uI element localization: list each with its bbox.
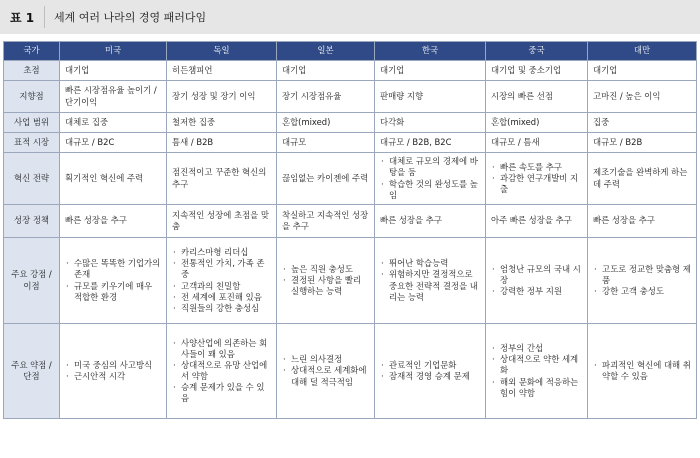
table-cell: 아주 빠른 성장을 추구 [486, 205, 588, 238]
column-header: 대만 [588, 42, 697, 61]
table-cell: 대기업 [277, 61, 375, 81]
bullet-list [593, 264, 691, 297]
bullet-item: · 해외 문화에 적응하는 힘이 약함 [500, 377, 582, 399]
column-header: 국가 [4, 42, 60, 61]
bullet-list [380, 360, 480, 382]
table-row [4, 113, 697, 133]
row-header: 사업 범위 [4, 113, 60, 133]
bullet-list [65, 360, 161, 382]
column-header: 중국 [486, 42, 588, 61]
table-cell [375, 238, 486, 324]
table-row [4, 61, 697, 81]
bullet-item: · 잠재적 경영 승계 문제 [389, 371, 480, 382]
table-cell [588, 324, 697, 419]
bullet-item: · 근시안적 시각 [74, 371, 161, 382]
table-cell: 다각화 [375, 113, 486, 133]
row-header: 성장 정책 [4, 205, 60, 238]
bullet-item: · 정부의 간섭 [500, 343, 582, 354]
bullet-list [491, 343, 582, 398]
bullet-item: · 승계 문제가 있을 수 있음 [181, 382, 271, 404]
table-number: 표 1 [9, 10, 35, 25]
bullet-list [65, 258, 161, 302]
table-cell: 대체로 집중 [60, 113, 167, 133]
table-cell: 철저한 집중 [167, 113, 277, 133]
column-header: 독일 [167, 42, 277, 61]
table-cell: 대기업 [375, 61, 486, 81]
table-cell: 대규모 / 틈새 [486, 133, 588, 153]
table-cell [486, 238, 588, 324]
bullet-item: · 위험하지만 결정적으로 중요한 전략적 결정을 내리는 능력 [389, 269, 480, 302]
bullet-item: · 강력한 정부 지원 [500, 286, 582, 297]
table-cell [167, 324, 277, 419]
bullet-item: · 관료적인 기업문화 [389, 360, 480, 371]
table-row [4, 81, 697, 113]
bullet-list [491, 264, 582, 297]
table-cell: 판매량 지향 [375, 81, 486, 113]
row-header: 초점 [4, 61, 60, 81]
table-cell: 틈새 / B2B [167, 133, 277, 153]
table-cell: 대기업 [60, 61, 167, 81]
table-cell: 대기업 [588, 61, 697, 81]
table-cell [486, 324, 588, 419]
table-row [4, 324, 697, 419]
bullet-item: · 규모를 키우기에 매우 적합한 환경 [74, 281, 161, 303]
bullet-item: · 전 세계에 포진해 있음 [181, 292, 271, 303]
table-cell: 대규모 [277, 133, 375, 153]
bullet-item: · 고객과의 친밀함 [181, 281, 271, 292]
table-cell: 빠른 성장을 추구 [588, 205, 697, 238]
bullet-item: · 미국 중심의 사고방식 [74, 360, 161, 371]
bullet-item: · 느린 의사결정 [291, 354, 369, 365]
table-cell: 점진적이고 꾸준한 혁신의 추구 [167, 153, 277, 205]
table-cell [60, 324, 167, 419]
bullet-item: · 고도로 정교한 맞춤형 제품 [602, 264, 691, 286]
bullet-list [380, 156, 480, 200]
row-header: 혁신 전략 [4, 153, 60, 205]
bullet-item: · 대체로 규모의 경제에 바탕을 둠 [389, 156, 480, 178]
table-cell: 집중 [588, 113, 697, 133]
bullet-list [282, 354, 369, 387]
column-header: 일본 [277, 42, 375, 61]
table-cell [277, 238, 375, 324]
table-cell [486, 153, 588, 205]
bullet-item: · 뛰어난 학습능력 [389, 258, 480, 269]
column-header: 미국 [60, 42, 167, 61]
table-cell: 빠른 시장점유율 높이기 / 단기이익 [60, 81, 167, 113]
bullet-item: · 전통적인 가치, 가족 존중 [181, 258, 271, 280]
bullet-list [491, 162, 582, 195]
bullet-list [172, 338, 271, 405]
table-cell: 히든챔피언 [167, 61, 277, 81]
table-row [4, 205, 697, 238]
bullet-item: · 학습한 것의 완성도를 높임 [389, 179, 480, 201]
bullet-list [172, 247, 271, 314]
caption-divider [44, 6, 45, 28]
bullet-item: · 상대적으로 세계화에 대해 덜 적극적임 [291, 365, 369, 387]
table-cell: 대기업 및 중소기업 [486, 61, 588, 81]
table-title: 세계 여러 나라의 경영 패러다임 [54, 11, 207, 24]
table-cell: 빠른 성장을 추구 [375, 205, 486, 238]
bullet-item: · 높은 직원 충성도 [291, 264, 369, 275]
column-header: 한국 [375, 42, 486, 61]
table-cell [588, 238, 697, 324]
table-cell: 대규모 / B2B, B2C [375, 133, 486, 153]
table-row [4, 153, 697, 205]
table-cell: 빠른 성장을 추구 [60, 205, 167, 238]
table-cell: 장기 시장점유율 [277, 81, 375, 113]
bullet-item: · 상대적으로 약한 세계화 [500, 354, 582, 376]
table-cell [375, 153, 486, 205]
paradigm-table [3, 41, 697, 419]
table-row [4, 238, 697, 324]
bullet-item: · 파괴적인 혁신에 대해 취약할 수 있음 [602, 360, 691, 382]
bullet-item: · 결정된 사항을 빨리 실행하는 능력 [291, 275, 369, 297]
table-cell: 혼합(mixed) [486, 113, 588, 133]
row-header: 주요 약점 / 단점 [4, 324, 60, 419]
table-cell: 혼합(mixed) [277, 113, 375, 133]
bullet-list [380, 258, 480, 302]
bullet-item: · 사양산업에 의존하는 회사들이 꽤 있음 [181, 338, 271, 360]
table-body [4, 61, 697, 419]
bullet-item: · 강한 고객 충성도 [602, 286, 691, 297]
table-cell: 시장의 빠른 선점 [486, 81, 588, 113]
bullet-item: · 수많은 똑똑한 기업가의 존재 [74, 258, 161, 280]
table-cell [167, 238, 277, 324]
header-row [4, 42, 697, 61]
bullet-item: · 상대적으로 유망 산업에서 약함 [181, 360, 271, 382]
table-cell: 대규모 / B2B [588, 133, 697, 153]
table-cell: 대규모 / B2C [60, 133, 167, 153]
row-header: 표적 시장 [4, 133, 60, 153]
table-cell [277, 324, 375, 419]
table-cell: 착실하고 지속적인 성장을 추구 [277, 205, 375, 238]
table-cell [60, 238, 167, 324]
table-cell: 지속적인 성장에 초점을 맞춤 [167, 205, 277, 238]
table-cell: 장기 성장 및 장기 이익 [167, 81, 277, 113]
table-caption [0, 0, 700, 34]
row-header: 주요 강점 / 이점 [4, 238, 60, 324]
bullet-list [282, 264, 369, 297]
table-cell: 제조기술을 완벽하게 하는 데 주력 [588, 153, 697, 205]
table-cell [375, 324, 486, 419]
table-cell: 끊임없는 카이젠에 주력 [277, 153, 375, 205]
bullet-item: · 빠른 속도를 추구 [500, 162, 582, 173]
bullet-item: · 카리스마형 리더십 [181, 247, 271, 258]
table-row [4, 133, 697, 153]
bullet-item: · 직원들의 강한 충성심 [181, 303, 271, 314]
bullet-item: · 과감한 연구개발비 지출 [500, 173, 582, 195]
table-cell: 고마진 / 높은 이익 [588, 81, 697, 113]
bullet-item: · 엄청난 규모의 국내 시장 [500, 264, 582, 286]
row-header: 지향점 [4, 81, 60, 113]
table-cell: 획기적인 혁신에 주력 [60, 153, 167, 205]
bullet-list [593, 360, 691, 382]
